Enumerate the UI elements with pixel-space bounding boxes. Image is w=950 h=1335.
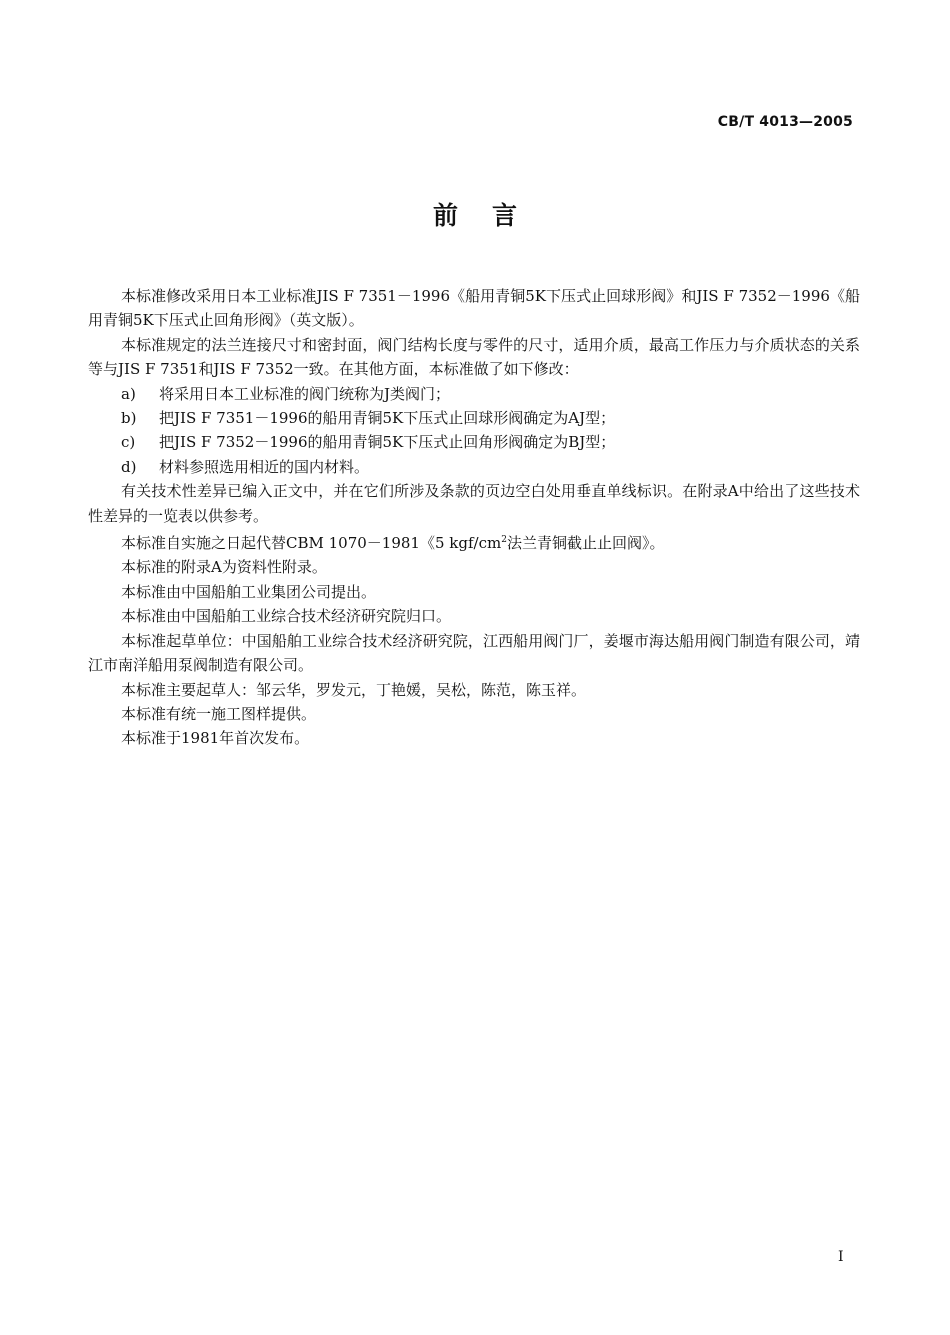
standard-code: CB/T 4013—2005 [717, 114, 853, 130]
paragraph-proposed-by: 本标准由中国船舶工业集团公司提出。 [121, 582, 377, 601]
list-item-label: d) [121, 457, 137, 476]
paragraph-managed-by: 本标准由中国船舶工业综合技术经济研究院归口。 [121, 607, 452, 626]
paragraph-technical-differences: 有关技术性差异已编入正文中，并在它们所涉及条款的页边空白处用垂直单线标识。在附录A中给出了这些技术性差异的一览表以供参考。 [88, 482, 860, 525]
paragraph-drafters: 本标准主要起草人：邹云华，罗发元，丁艳媛，吴松，陈范，陈玉祥。 [121, 680, 587, 699]
list-item-text: 材料参照选用相近的国内材料。 [159, 457, 370, 476]
superscript-2: 2 [501, 535, 507, 546]
list-item [121, 430, 860, 454]
paragraph-adoption: 本标准修改采用日本工业标准JIS F 7351－1996《船用青铜5K下压式止回球形阀》和JIS F 7352－1996《船用青铜5K下压式止回角形阀》（英文版）。 [88, 287, 860, 330]
paragraph-replaces [88, 528, 860, 555]
list-item-text: 把JIS F 7351－1996的船用青铜5K下压式止回球形阀确定为AJ型； [159, 409, 616, 428]
replaces-text-end: 法兰青铜截止止回阀》。 [506, 534, 665, 553]
list-item [121, 382, 860, 406]
foreword-body [88, 284, 860, 751]
list-item-label: b) [121, 409, 137, 428]
paragraph-scope: 本标准规定的法兰连接尺寸和密封面，阀门结构长度与零件的尺寸，适用介质，最高工作压力与介质状态的关系等与JIS F 7351和JIS F 7352一致。在其他方面，本标准做了如下修改： [88, 335, 860, 379]
page-title-char-2: 言 [492, 201, 518, 230]
paragraph-drawings: 本标准有统一施工图样提供。 [121, 704, 317, 723]
page-number: I [838, 1249, 844, 1265]
replaces-text-start: 本标准自实施之日起代替CBM 1070－1981《5 kgf/cm [121, 534, 502, 553]
paragraph-annex: 本标准的附录A为资料性附录。 [121, 558, 327, 577]
list-item [121, 455, 860, 479]
paragraph-first-published: 本标准于1981年首次发布。 [121, 729, 310, 748]
list-item-label: a) [121, 384, 136, 403]
paragraph-drafting-units: 本标准起草单位：中国船舶工业综合技术经济研究院，江西船用阀门厂，姜堰市海达船用阀门制造有限公司，靖江市南洋船用泵阀制造有限公司。 [88, 631, 860, 675]
list-item [121, 406, 860, 430]
list-item-label: c) [121, 433, 136, 452]
list-item-text: 把JIS F 7352－1996的船用青铜5K下压式止回角形阀确定为BJ型； [159, 433, 616, 452]
list-item-text: 将采用日本工业标准的阀门统称为J类阀门； [159, 384, 451, 403]
page-title [0, 196, 950, 232]
page-title-char-1: 前 [432, 201, 458, 230]
